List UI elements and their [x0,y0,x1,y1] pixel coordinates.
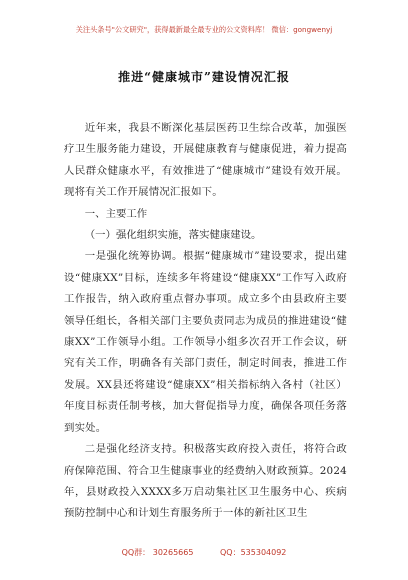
document-body [64,118,347,525]
intro-paragraph: 近年来，我县不断深化基层医药卫生综合改革，加强医疗卫生服务能力建设，开展健康教育与健康促进，着力提高人民群众健康水平，有效推进了“健康城市”建设有效开展。现将有关工作开展情况汇报如下。 [64,122,347,199]
body-paragraph-coordination: 一是强化统筹协调。根据“健康城市”建设要求，提出建设“健康XX”目标，连续多年将建设“健康XX”工作写入政府工作报告，纳入政府重点督办事项。成立多个由县政府主要领导任组长，各相关部门主要负责同志为成员的推进建设“健康XX”工作领导小组。工作领导小组多次召开工作会议，研究有关工作，明确各有关部门责任，制定时间表，推进工作发展。XX县还将建设“健康XX”相关指标纳入各村（社区）年度目标责任制考核，加大督促指导力度，确保各项任务落到实处。 [64,250,347,434]
footer-contact [0,547,408,558]
section-heading: 一、主要工作 [84,207,148,220]
body-paragraph-funding: 二是强化经济支持。积极落实政府投入责任，将符合政府保障范围、符合卫生健康事业的经费纳入财政预算。2024年，县财政投入XXXX多万启动集社区卫生服务中心、疾病预防控制中心和计划生育服务所于一体的新社区卫生 [64,443,347,520]
subsection-heading: （一）强化组织实施，落实健康建设。 [84,229,262,242]
footer-qq-group: QQ群： 30265665 [121,548,194,557]
header-promo-note: 关注头条号"公文研究"，获得最新最全最专业的公文资料库！ 微信：gongwenyj [75,25,333,34]
document-title: 推进“健康城市”建设情况汇报 [118,70,290,84]
footer-qq: QQ：535304092 [220,548,287,557]
